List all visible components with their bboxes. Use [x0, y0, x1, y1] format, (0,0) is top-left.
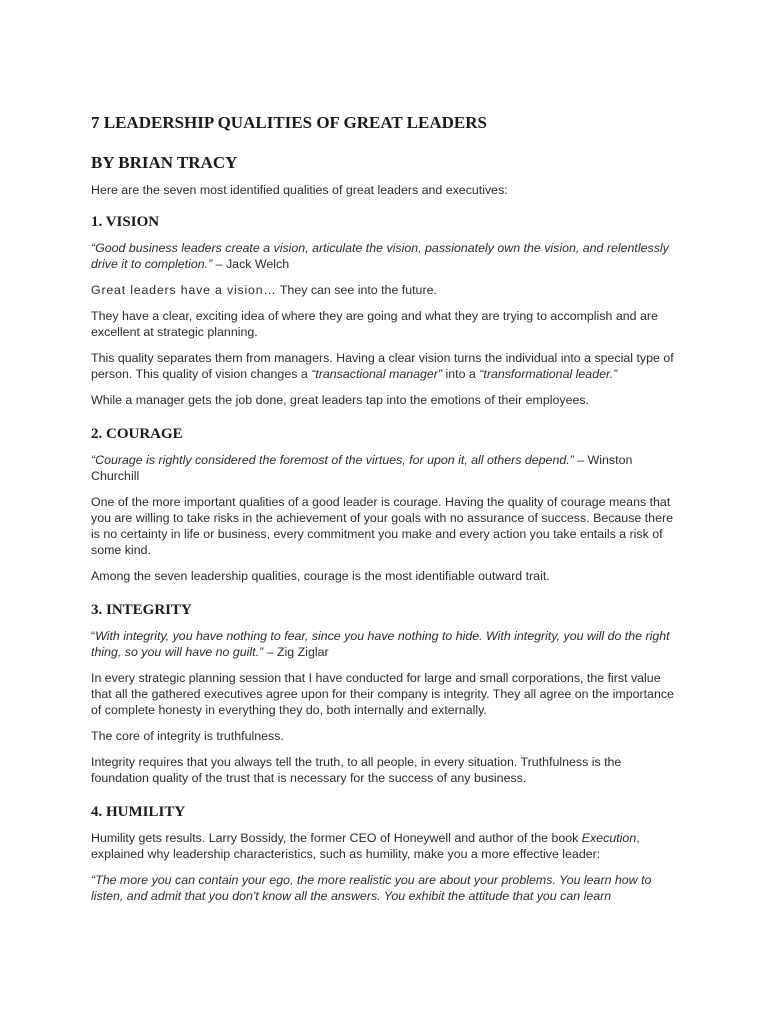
integrity-quote-author: – Zig Ziglar — [263, 645, 329, 659]
integrity-quote-open: “ — [91, 629, 96, 643]
vision-p3-a: This quality separates them from managers. Having a clear vision turns the individual into a special type of person. This quality of vision changes a — [91, 351, 674, 381]
humility-quote — [91, 872, 681, 904]
integrity-paragraph-1: In every strategic planning session that I have conducted for large and small corporations, the first value that all the gathered executives agree upon for their company is integrity. They all agree on the importance of complete honesty in everything they do, both internally and externally. — [91, 671, 674, 717]
courage-paragraph-2: Among the seven leadership qualities, courage is the most identifiable outward trait. — [91, 569, 550, 583]
document-title: 7 LEADERSHIP QUALITIES OF GREAT LEADERS — [91, 113, 487, 132]
courage-paragraph-1: One of the more important qualities of a good leader is courage. Having the quality of courage means that you are willing to take risks in the achievement of your goals with no assurance of success. Because there is no certainty in life or business, every commitment you make and every action you take entails a risk of some kind. — [91, 495, 673, 557]
vision-quote-text: “Good business leaders create a vision, articulate the vision, passionately own the vision, and relentlessly drive it to completion.” — [91, 241, 669, 271]
vision-paragraph-2: They have a clear, exciting idea of where they are going and what they are trying to accomplish and are excellent at strategic planning. — [91, 309, 658, 339]
vision-p3-b: into a — [442, 367, 480, 381]
humility-p1-a: Humility gets results. Larry Bossidy, the former CEO of Honeywell and author of the book — [91, 831, 582, 845]
courage-quote-text: “Courage is rightly considered the foremost of the virtues, for upon it, all others depend.” — [91, 453, 574, 467]
vision-quote-author: – Jack Welch — [212, 257, 290, 271]
heading-integrity: 3. INTEGRITY — [91, 602, 192, 618]
vision-quote — [91, 240, 681, 272]
document-page — [91, 112, 681, 914]
humility-quote-text: “The more you can contain your ego, the more realistic you are about your problems. You learn how to listen, and admit that you don't know all the answers. You exhibit the attitude that you can learn — [91, 873, 652, 903]
intro-paragraph: Here are the seven most identified qualities of great leaders and executives: — [91, 183, 508, 197]
integrity-paragraph-3: Integrity requires that you always tell the truth, to all people, in every situation. Truthfulness is the foundation quality of the trust that is necessary for the success of any business. — [91, 755, 622, 785]
section-vision — [91, 212, 681, 408]
humility-book-title: Execution — [581, 831, 637, 845]
vision-p1-rest: They can see into the future. — [276, 283, 437, 297]
courage-quote — [91, 452, 681, 484]
humility-p1-b: , explained why leadership characteristics, such as humility, make you a more effective leader: — [91, 831, 640, 861]
vision-paragraph-3 — [91, 350, 681, 382]
vision-paragraph-1 — [91, 282, 681, 298]
vision-p3-italic-1: “transactional manager” — [311, 367, 443, 381]
section-courage — [91, 424, 681, 584]
vision-spaced-text: Great leaders have a vision… — [91, 283, 277, 297]
author-byline: BY BRIAN TRACY — [91, 153, 238, 172]
courage-quote-author: – Winston Churchill — [91, 453, 633, 483]
heading-vision: 1. VISION — [91, 214, 160, 230]
integrity-paragraph-2: The core of integrity is truthfulness. — [91, 729, 284, 743]
heading-courage: 2. COURAGE — [91, 426, 183, 442]
integrity-quote-text: With integrity, you have nothing to fear, since you have nothing to hide. With integrity, you will do the right thing, so you will have no guilt.” — [91, 629, 670, 659]
vision-paragraph-4: While a manager gets the job done, great leaders tap into the emotions of their employees. — [91, 393, 589, 407]
humility-paragraph-1 — [91, 830, 681, 862]
section-humility — [91, 802, 681, 904]
vision-p3-italic-2: “transformational leader.” — [479, 367, 618, 381]
integrity-quote — [91, 628, 681, 660]
heading-humility: 4. HUMILITY — [91, 804, 186, 820]
section-integrity — [91, 600, 681, 786]
